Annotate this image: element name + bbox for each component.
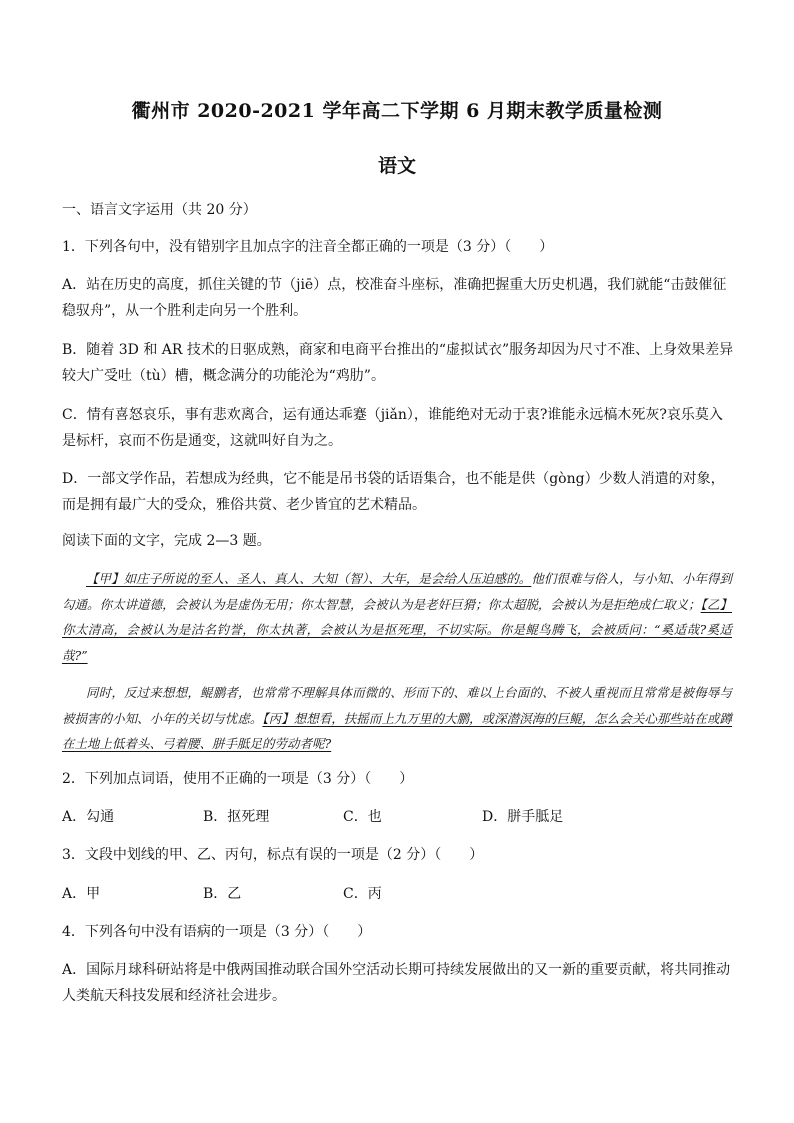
reading-instruction: 阅读下面的文字，完成 2—3 题。 xyxy=(62,533,271,549)
question-1-option-a: A．站在历史的高度，抓住关键的节（jiē）点，校准奋斗座标，准确把握重大历史机遇，我们就能“击鼓催征稳驭舟”，从一个胜利走向另一个胜利。 xyxy=(62,277,727,319)
question-2-stem: 2．下列加点词语，使用不正确的一项是（3 分）（ ） xyxy=(62,771,414,787)
reading-passage-1 xyxy=(62,566,732,668)
question-3-stem: 3．文段中划线的甲、乙、丙句，标点有误的一项是（2 分）（ ） xyxy=(62,847,484,863)
subject-title: 语文 xyxy=(377,155,416,177)
question-1-option-b: B．随着 3D 和 AR 技术的日驱成熟，商家和电商平台推出的“虚拟试衣”服务却因为尺寸不准、上身效果差异较大广受吐（tù）槽，概念满分的功能沦为“鸡肋”。 xyxy=(62,342,734,384)
sentence-bing: 【丙】想想看，扶摇而上九万里的大鹏，或深潜溟海的巨鲲，怎么会关心那些站在或蹲在土地上低着头、弓着腰、胼手胝足的劳动者呢? xyxy=(62,710,732,751)
question-3-option-b: B．乙 xyxy=(203,886,242,902)
question-1-option-c: C．情有喜怒哀乐，事有悲欢离合，运有通达乖蹇（jiǎn），谁能绝对无动于衷?谁能永远槁木死灰?哀乐莫入是标杆，哀而不伤是通变，这就叫好自为之。 xyxy=(62,407,723,449)
question-4-option-a: A．国际月球科研站将是中俄两国推动联合国外空活动长期可持续发展做出的又一新的重要贡献，将共同推动人类航天科技发展和经济社会进步。 xyxy=(62,962,731,1004)
question-1-stem: 1．下列各句中，没有错别字且加点字的注音全都正确的一项是（3 分）（ ） xyxy=(62,239,554,255)
question-3-option-a: A．甲 xyxy=(62,886,101,902)
question-2-option-d: D．胼手胝足 xyxy=(482,809,564,825)
question-1-option-d: D．一部文学作品，若想成为经典，它不能是吊书袋的话语集合，也不能是供（gòng）少数人消遣的对象，而是拥有最广大的受众，雅俗共赏、老少皆宜的艺术精品。 xyxy=(62,471,725,513)
question-2-option-b: B．抠死理 xyxy=(203,809,270,825)
passage-2-middle: 同时，反过来想想，鲲鹏者，也常常不理解具体而微的、形而下的、难以上台面的、不被人重视而且常常是被侮辱与被损害的小知、小年的关切与忧虑。 xyxy=(62,685,732,726)
reading-passage-2 xyxy=(62,680,732,757)
question-2-option-c: C．也 xyxy=(343,809,382,825)
passage-1-middle: 他们很难与俗人，与小知、小年得到勾通。你太讲道德，会被认为是虚伪无用；你太智慧，会被认为是老奸巨猾；你太超脱，会被认为是拒绝成仁取义； xyxy=(62,571,732,612)
question-4-stem: 4．下列各句中没有语病的一项是（3 分）（ ） xyxy=(62,924,372,940)
exam-title: 衢州市 2020-2021 学年高二下学期 6 月期末教学质量检测 xyxy=(131,100,663,122)
section-heading: 一、语言文字运用（共 20 分） xyxy=(62,202,257,218)
sentence-jia: 【甲】如庄子所说的至人、圣人、真人、大知（智）、大年，是会给人压迫感的。 xyxy=(86,571,532,586)
sentence-yi: 【乙】你太清高，会被认为是沽名钓誉，你太执著，会被认为是抠死理，不切实际。你是鲲鸟腾飞，会被质问：“奚适哉?奚适哉?” xyxy=(62,596,732,663)
question-2-option-a: A．勾通 xyxy=(62,809,115,825)
question-3-option-c: C．丙 xyxy=(343,886,382,902)
